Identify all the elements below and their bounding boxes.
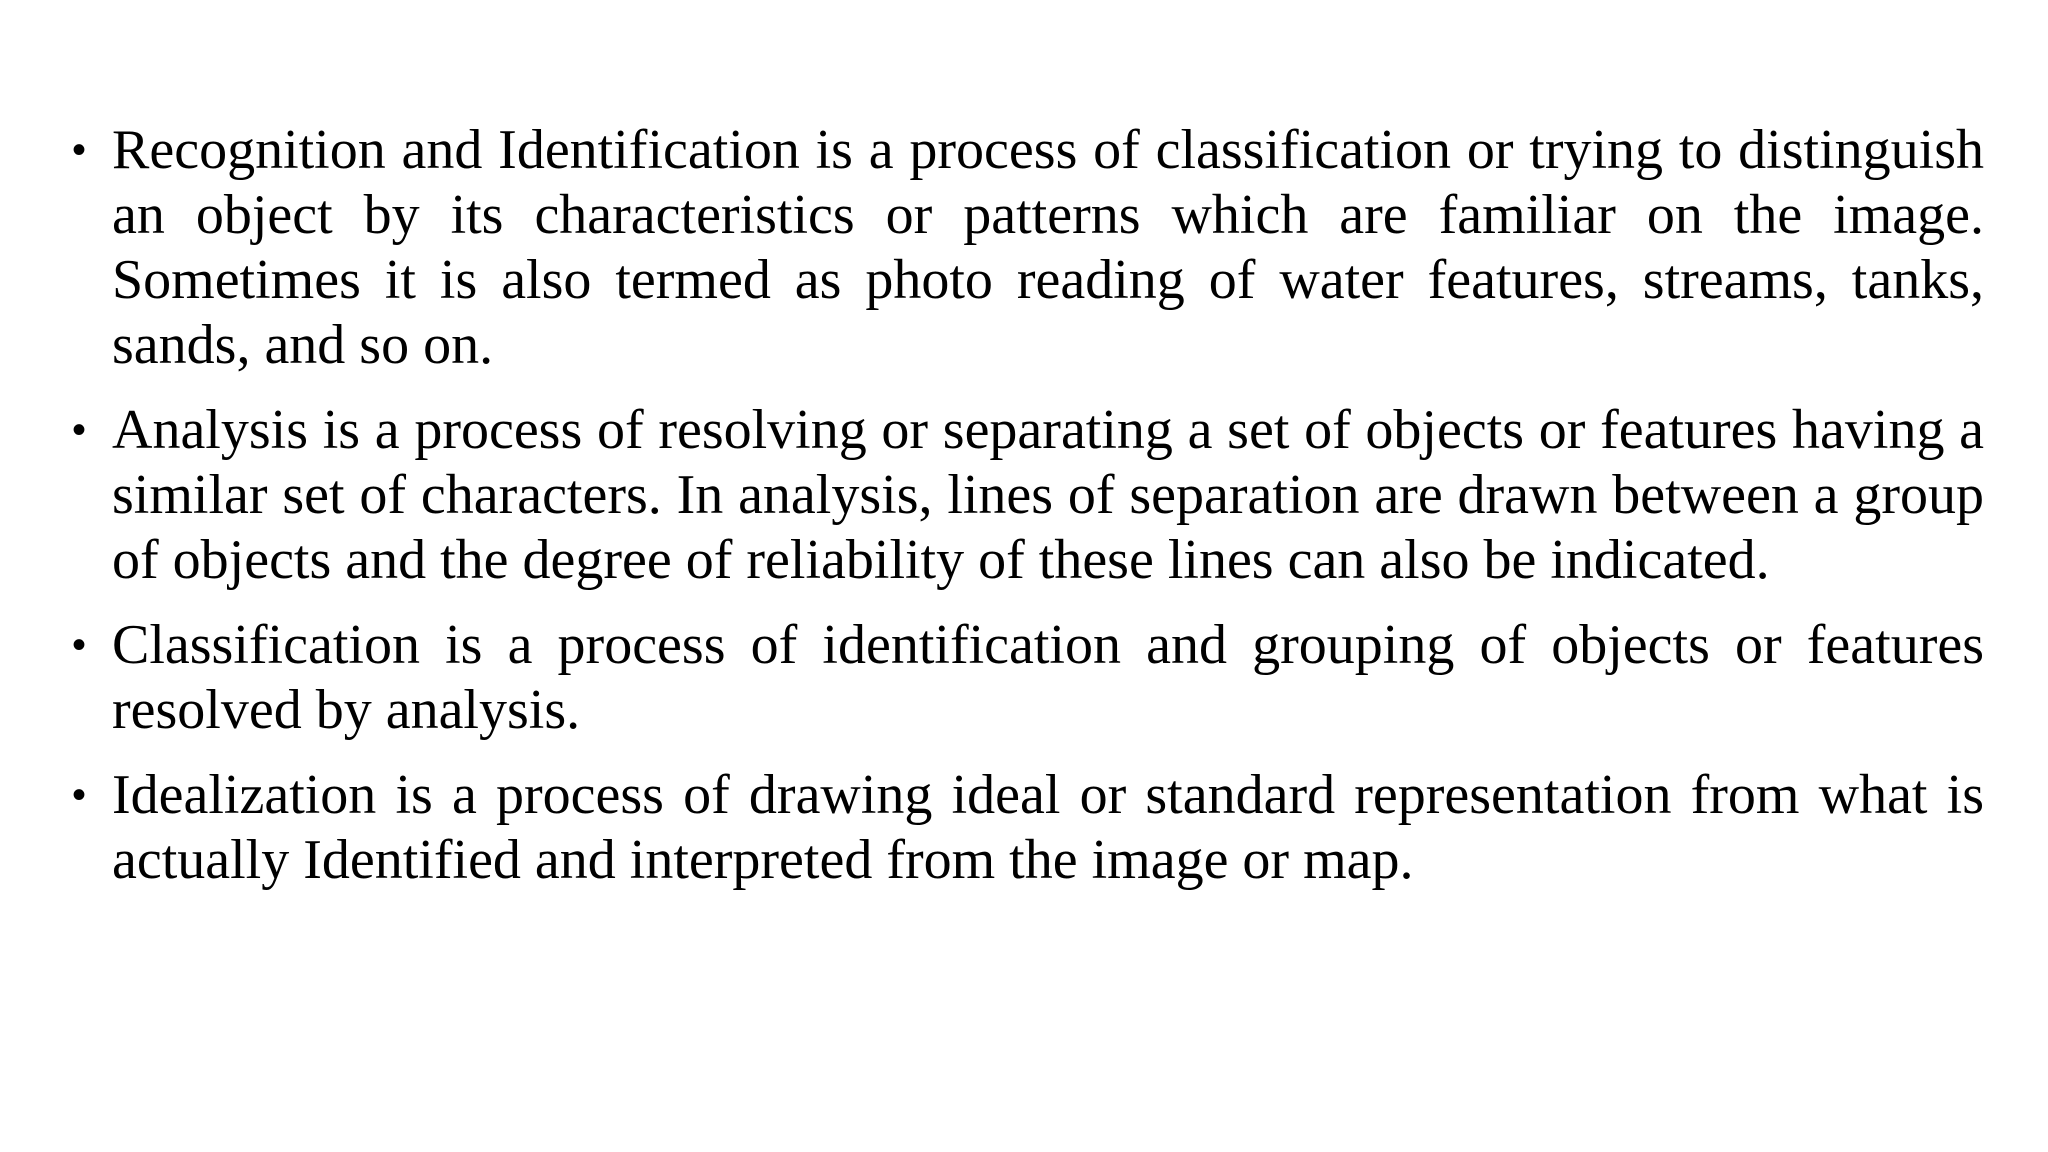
bullet-text: Recognition and Identification is a process of classification or trying to distinguish an object by its characteristics or patterns which are familiar on the image. Sometimes it is also termed as photo reading of water features, streams, tanks, sands, and so on. xyxy=(112,119,1984,376)
bullet-item-analysis xyxy=(72,398,1984,593)
bullet-item-idealization xyxy=(72,763,1984,893)
bullet-dot-icon: • xyxy=(72,773,87,817)
bullet-list xyxy=(72,118,1984,913)
bullet-dot-icon: • xyxy=(72,408,87,452)
bullet-dot-icon: • xyxy=(72,128,87,172)
bullet-item-recognition xyxy=(72,118,1984,378)
bullet-text: Analysis is a process of resolving or separating a set of objects or features having a similar set of characters. In analysis, lines of separation are drawn between a group of objects and the degree of reliability of these lines can also be indicated. xyxy=(112,399,1984,591)
bullet-text: Idealization is a process of drawing ideal or standard representation from what is actually Identified and interpreted from the image or map. xyxy=(112,764,1984,891)
bullet-text: Classification is a process of identification and grouping of objects or features resolved by analysis. xyxy=(112,614,1984,741)
bullet-dot-icon: • xyxy=(72,623,87,667)
bullet-item-classification xyxy=(72,613,1984,743)
